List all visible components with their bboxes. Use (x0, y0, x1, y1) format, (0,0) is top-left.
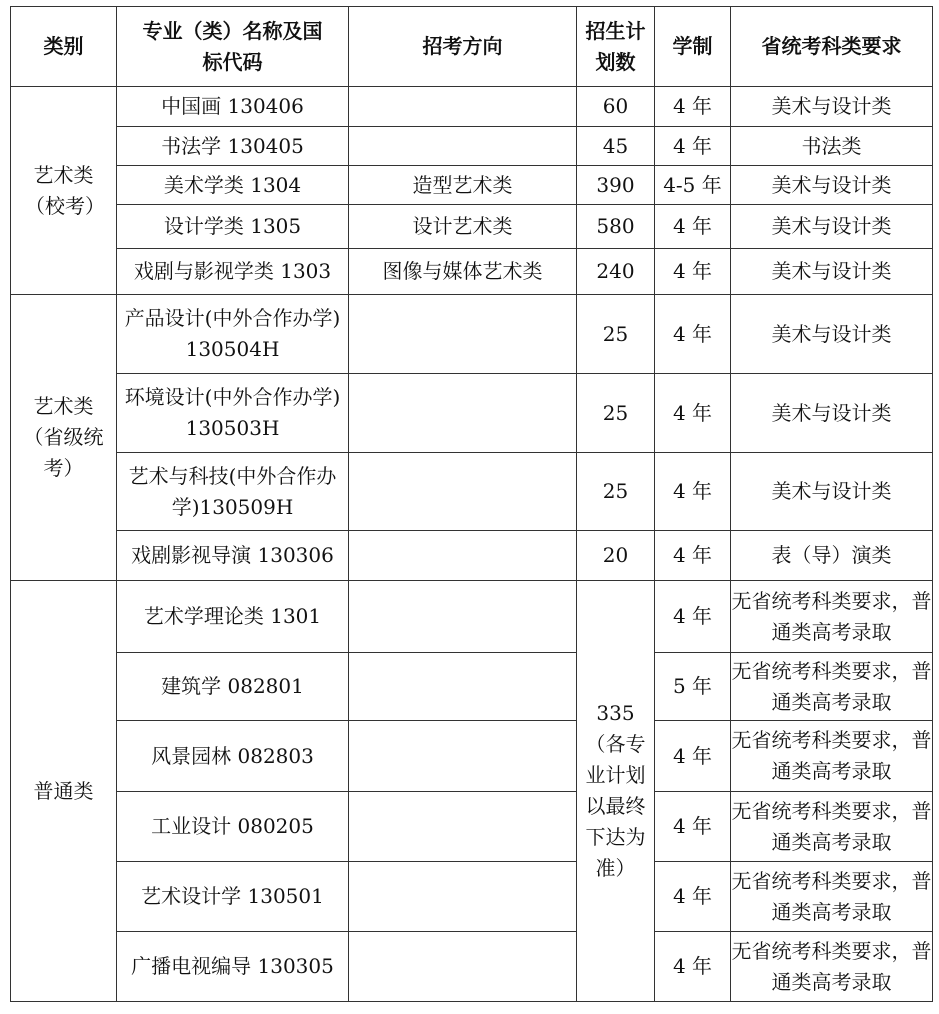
plan-cell: 390 (577, 166, 655, 205)
direction-cell (349, 295, 577, 374)
table-row (11, 205, 933, 249)
requirement-cell: 无省统考科类要求，普通类高考录取 (731, 792, 933, 862)
header-row (11, 7, 933, 87)
table-row (11, 453, 933, 531)
direction-cell: 图像与媒体艺术类 (349, 249, 577, 295)
requirement-cell: 美术与设计类 (731, 249, 933, 295)
requirement-cell: 表（导）演类 (731, 531, 933, 581)
table-row (11, 531, 933, 581)
direction-cell (349, 792, 577, 862)
requirement-cell: 美术与设计类 (731, 87, 933, 127)
direction-cell (349, 127, 577, 166)
header-plan: 招生计划数 (577, 7, 655, 87)
major-cell: 艺术与科技(中外合作办学)130509H (117, 453, 349, 531)
duration-cell: 4 年 (655, 205, 731, 249)
major-cell: 设计学类 1305 (117, 205, 349, 249)
table-row (11, 581, 933, 653)
major-cell: 戏剧影视导演 130306 (117, 531, 349, 581)
direction-cell (349, 87, 577, 127)
requirement-cell: 美术与设计类 (731, 374, 933, 453)
direction-cell: 设计艺术类 (349, 205, 577, 249)
requirement-cell: 无省统考科类要求，普通类高考录取 (731, 932, 933, 1002)
requirement-cell: 美术与设计类 (731, 166, 933, 205)
table-row (11, 721, 933, 792)
duration-cell: 4 年 (655, 862, 731, 932)
requirement-cell: 书法类 (731, 127, 933, 166)
table-row (11, 374, 933, 453)
plan-cell: 240 (577, 249, 655, 295)
duration-cell: 4 年 (655, 531, 731, 581)
duration-cell: 4 年 (655, 721, 731, 792)
requirement-cell: 美术与设计类 (731, 453, 933, 531)
plan-cell: 25 (577, 453, 655, 531)
duration-cell: 4 年 (655, 249, 731, 295)
table-row (11, 249, 933, 295)
table-row (11, 127, 933, 166)
requirement-cell: 无省统考科类要求，普通类高考录取 (731, 721, 933, 792)
table-row (11, 932, 933, 1002)
requirement-cell: 无省统考科类要求，普通类高考录取 (731, 653, 933, 721)
category-cell: 艺术类（校考） (11, 87, 117, 295)
plan-cell: 25 (577, 295, 655, 374)
major-cell: 广播电视编导 130305 (117, 932, 349, 1002)
category-cell: 普通类 (11, 581, 117, 1002)
direction-cell (349, 531, 577, 581)
plan-cell: 25 (577, 374, 655, 453)
direction-cell (349, 653, 577, 721)
plan-cell: 335（各专业计划以最终下达为准） (577, 581, 655, 1002)
direction-cell (349, 862, 577, 932)
duration-cell: 4-5 年 (655, 166, 731, 205)
duration-cell: 4 年 (655, 792, 731, 862)
major-cell: 艺术设计学 130501 (117, 862, 349, 932)
direction-cell (349, 932, 577, 1002)
major-cell: 产品设计(中外合作办学)130504H (117, 295, 349, 374)
requirement-cell: 美术与设计类 (731, 295, 933, 374)
direction-cell (349, 374, 577, 453)
table-row (11, 653, 933, 721)
table-row (11, 792, 933, 862)
major-cell: 书法学 130405 (117, 127, 349, 166)
requirement-cell: 无省统考科类要求，普通类高考录取 (731, 581, 933, 653)
major-cell: 建筑学 082801 (117, 653, 349, 721)
header-requirement: 省统考科类要求 (731, 7, 933, 87)
duration-cell: 4 年 (655, 932, 731, 1002)
header-duration: 学制 (655, 7, 731, 87)
duration-cell: 4 年 (655, 295, 731, 374)
header-major: 专业（类）名称及国标代码 (117, 7, 349, 87)
header-category: 类别 (11, 7, 117, 87)
major-cell: 风景园林 082803 (117, 721, 349, 792)
duration-cell: 4 年 (655, 374, 731, 453)
duration-cell: 5 年 (655, 653, 731, 721)
duration-cell: 4 年 (655, 581, 731, 653)
admissions-table (10, 6, 933, 1002)
plan-cell: 45 (577, 127, 655, 166)
direction-cell (349, 721, 577, 792)
major-cell: 工业设计 080205 (117, 792, 349, 862)
table-row (11, 295, 933, 374)
duration-cell: 4 年 (655, 453, 731, 531)
major-cell: 美术学类 1304 (117, 166, 349, 205)
duration-cell: 4 年 (655, 127, 731, 166)
requirement-cell: 无省统考科类要求，普通类高考录取 (731, 862, 933, 932)
requirement-cell: 美术与设计类 (731, 205, 933, 249)
table-row (11, 862, 933, 932)
duration-cell: 4 年 (655, 87, 731, 127)
direction-cell (349, 453, 577, 531)
category-cell: 艺术类（省级统考） (11, 295, 117, 581)
table-row (11, 87, 933, 127)
direction-cell (349, 581, 577, 653)
major-cell: 艺术学理论类 1301 (117, 581, 349, 653)
plan-cell: 60 (577, 87, 655, 127)
plan-cell: 20 (577, 531, 655, 581)
table-row (11, 166, 933, 205)
major-cell: 戏剧与影视学类 1303 (117, 249, 349, 295)
direction-cell: 造型艺术类 (349, 166, 577, 205)
major-cell: 环境设计(中外合作办学)130503H (117, 374, 349, 453)
plan-cell: 580 (577, 205, 655, 249)
major-cell: 中国画 130406 (117, 87, 349, 127)
header-direction: 招考方向 (349, 7, 577, 87)
